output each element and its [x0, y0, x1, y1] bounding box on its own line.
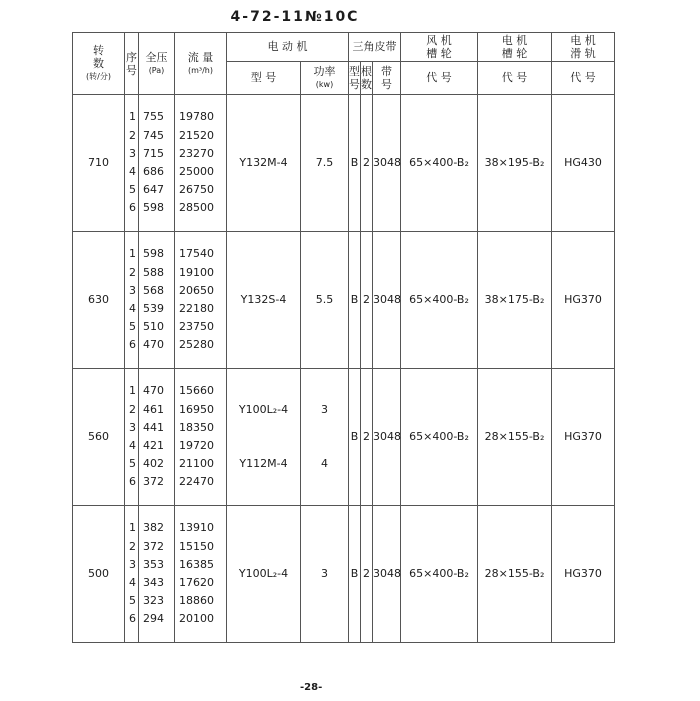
page-number: -28-	[300, 682, 323, 693]
seq-cell	[125, 95, 139, 232]
pressure-cell	[139, 232, 175, 369]
motor-model: Y100L₂-4	[238, 403, 289, 416]
pressure-cell-item: 568	[143, 283, 164, 297]
belt-count-cell: 2	[361, 506, 373, 643]
rail-cell: HG430	[552, 95, 615, 232]
pressure-cell	[139, 369, 175, 506]
seq-cell	[125, 369, 139, 506]
seq-cell-item: 3	[129, 146, 136, 160]
flow-cell	[175, 506, 227, 643]
motor-model-header: 型 号	[227, 62, 301, 95]
flow-cell-item: 22180	[179, 302, 214, 315]
motor-power: 3	[321, 567, 328, 581]
belt-count-cell: 2	[361, 232, 373, 369]
flow-cell-item: 17620	[179, 576, 214, 589]
seq-cell-item: 4	[129, 576, 136, 589]
rail-cell: HG370	[552, 232, 615, 369]
flow-cell-item: 18860	[179, 594, 214, 608]
flow-cell-item: 28500	[179, 201, 214, 215]
pressure-cell-item: 647	[143, 183, 164, 197]
speed-cell: 560	[73, 369, 125, 506]
seq-cell-item: 5	[129, 320, 136, 334]
pressure-cell-item: 372	[143, 539, 164, 553]
motor-pulley-cell: 28×155-B₂	[478, 506, 552, 643]
pressure-cell-item: 441	[143, 420, 164, 434]
flow-cell-item: 17540	[179, 247, 214, 261]
flow-cell-item: 20650	[179, 283, 214, 297]
belt-count-header: 根 数	[361, 62, 373, 95]
motor-power-header: 功率 (kw)	[301, 62, 349, 95]
seq-cell-item: 3	[129, 557, 136, 571]
flow-cell-item: 15660	[179, 384, 214, 398]
motor-power-cell	[301, 506, 349, 643]
motor-pulley-cell: 38×175-B₂	[478, 232, 552, 369]
flow-cell-item: 26750	[179, 183, 214, 197]
seq-cell-item: 2	[129, 128, 136, 142]
pressure-cell-item: 588	[143, 265, 164, 279]
belt-count-cell: 2	[361, 95, 373, 232]
belt-length-cell: 3048	[373, 506, 401, 643]
pressure-cell-item: 421	[143, 439, 164, 452]
pressure-cell-item: 755	[143, 110, 164, 124]
flow-cell-item: 22470	[179, 475, 214, 489]
motor-power-cell	[301, 95, 349, 232]
seq-cell-item: 6	[129, 338, 136, 352]
flow-cell-item: 25000	[179, 165, 214, 178]
speed-cell: 630	[73, 232, 125, 369]
belt-length-header: 带 号	[373, 62, 401, 95]
fan-spec-table	[72, 32, 615, 643]
motor-model-cell	[227, 95, 301, 232]
belt-type-cell: B	[349, 369, 361, 506]
motor-power: 5.5	[315, 293, 334, 307]
speed-group-row	[73, 232, 615, 369]
pressure-cell-item: 745	[143, 128, 164, 142]
belt-count-cell: 2	[361, 369, 373, 506]
pressure-cell-item: 470	[143, 338, 164, 352]
pressure-header: 全压 (Pa)	[139, 33, 175, 95]
seq-cell-item: 4	[129, 302, 136, 315]
motor-model-cell	[227, 369, 301, 506]
seq-cell-item: 5	[129, 183, 136, 197]
pressure-cell-item: 539	[143, 302, 164, 315]
pressure-cell-item: 598	[143, 247, 164, 261]
motor-pulley-cell: 38×195-B₂	[478, 95, 552, 232]
speed-group-row	[73, 506, 615, 643]
flow-cell-item: 13910	[179, 521, 214, 535]
flow-cell-item: 15150	[179, 539, 214, 553]
fan-pulley-code-header: 代 号	[401, 62, 478, 95]
motor-power-cell	[301, 369, 349, 506]
seq-cell-item: 4	[129, 439, 136, 452]
pressure-cell-item: 353	[143, 557, 164, 571]
motor-model: Y100L₂-4	[238, 567, 289, 581]
speed-cell: 500	[73, 506, 125, 643]
pressure-cell-item: 510	[143, 320, 164, 334]
seq-cell-item: 6	[129, 612, 136, 626]
motor-model-cell	[227, 506, 301, 643]
belt-length-cell: 3048	[373, 369, 401, 506]
seq-cell-item: 1	[129, 521, 136, 535]
seq-header: 序 号	[125, 33, 139, 95]
motor-pulley-header: 电 机 槽 轮	[478, 33, 552, 62]
motor-power: 7.5	[315, 156, 334, 170]
flow-cell-item: 23750	[179, 320, 214, 334]
motor-header: 电 动 机	[227, 33, 349, 62]
motor-power: 3	[321, 403, 328, 416]
flow-cell-item: 21100	[179, 457, 214, 471]
belt-type-header: 型 号	[349, 62, 361, 95]
flow-cell	[175, 369, 227, 506]
flow-cell-item: 19780	[179, 110, 214, 124]
seq-cell-item: 1	[129, 384, 136, 398]
belt-type-cell: B	[349, 232, 361, 369]
belt-length-cell: 3048	[373, 232, 401, 369]
flow-cell-item: 25280	[179, 338, 214, 352]
flow-cell-item: 18350	[179, 420, 214, 434]
fan-pulley-cell: 65×400-B₂	[401, 369, 478, 506]
pressure-cell-item: 382	[143, 521, 164, 535]
pressure-cell	[139, 506, 175, 643]
rail-cell: HG370	[552, 506, 615, 643]
motor-pulley-cell: 28×155-B₂	[478, 369, 552, 506]
pressure-cell-item: 323	[143, 594, 164, 608]
flow-header: 流 量 (m³/h)	[175, 33, 227, 95]
seq-cell	[125, 506, 139, 643]
pressure-cell	[139, 95, 175, 232]
flow-cell	[175, 232, 227, 369]
flow-cell-item: 19720	[179, 439, 214, 452]
pressure-cell-item: 686	[143, 165, 164, 178]
pressure-cell-item: 294	[143, 612, 164, 626]
motor-model: Y132S-4	[240, 293, 287, 307]
fan-pulley-header: 风 机 槽 轮	[401, 33, 478, 62]
fan-pulley-cell: 65×400-B₂	[401, 506, 478, 643]
speed-group-row	[73, 95, 615, 232]
page-title: 4-72-11№10C	[230, 9, 360, 25]
pressure-cell-item: 470	[143, 384, 164, 398]
flow-cell-item: 16950	[179, 402, 214, 416]
seq-cell-item: 3	[129, 283, 136, 297]
flow-cell-item: 19100	[179, 265, 214, 279]
pressure-cell-item: 598	[143, 201, 164, 215]
seq-cell-item: 1	[129, 247, 136, 261]
motor-power-cell	[301, 232, 349, 369]
seq-cell-item: 3	[129, 420, 136, 434]
pressure-cell-item: 372	[143, 475, 164, 489]
flow-cell-item: 21520	[179, 128, 214, 142]
motor-model: Y132M-4	[239, 156, 288, 170]
seq-cell-item: 2	[129, 539, 136, 553]
seq-cell-item: 5	[129, 594, 136, 608]
rail-cell: HG370	[552, 369, 615, 506]
seq-cell-item: 6	[129, 475, 136, 489]
motor-pulley-code-header: 代 号	[478, 62, 552, 95]
motor-power: 4	[321, 457, 328, 470]
speed-cell: 710	[73, 95, 125, 232]
fan-pulley-cell: 65×400-B₂	[401, 95, 478, 232]
motor-model: Y112M-4	[239, 457, 288, 470]
seq-cell-item: 2	[129, 265, 136, 279]
speed-header: 转 数 (转/分)	[73, 33, 125, 95]
flow-cell	[175, 95, 227, 232]
pressure-cell-item: 343	[143, 576, 164, 589]
rail-code-header: 代 号	[552, 62, 615, 95]
seq-cell-item: 2	[129, 402, 136, 416]
flow-cell-item: 23270	[179, 146, 214, 160]
pressure-cell-item: 715	[143, 146, 164, 160]
seq-cell-item: 1	[129, 110, 136, 124]
seq-cell	[125, 232, 139, 369]
belt-type-cell: B	[349, 506, 361, 643]
fan-pulley-cell: 65×400-B₂	[401, 232, 478, 369]
pressure-cell-item: 402	[143, 457, 164, 471]
seq-cell-item: 5	[129, 457, 136, 471]
pressure-cell-item: 461	[143, 402, 164, 416]
belt-header: 三角皮带	[349, 33, 401, 62]
seq-cell-item: 4	[129, 165, 136, 178]
flow-cell-item: 20100	[179, 612, 214, 626]
motor-model-cell	[227, 232, 301, 369]
flow-cell-item: 16385	[179, 557, 214, 571]
speed-group-row	[73, 369, 615, 506]
belt-type-cell: B	[349, 95, 361, 232]
rail-header: 电 机 滑 轨	[552, 33, 615, 62]
seq-cell-item: 6	[129, 201, 136, 215]
belt-length-cell: 3048	[373, 95, 401, 232]
